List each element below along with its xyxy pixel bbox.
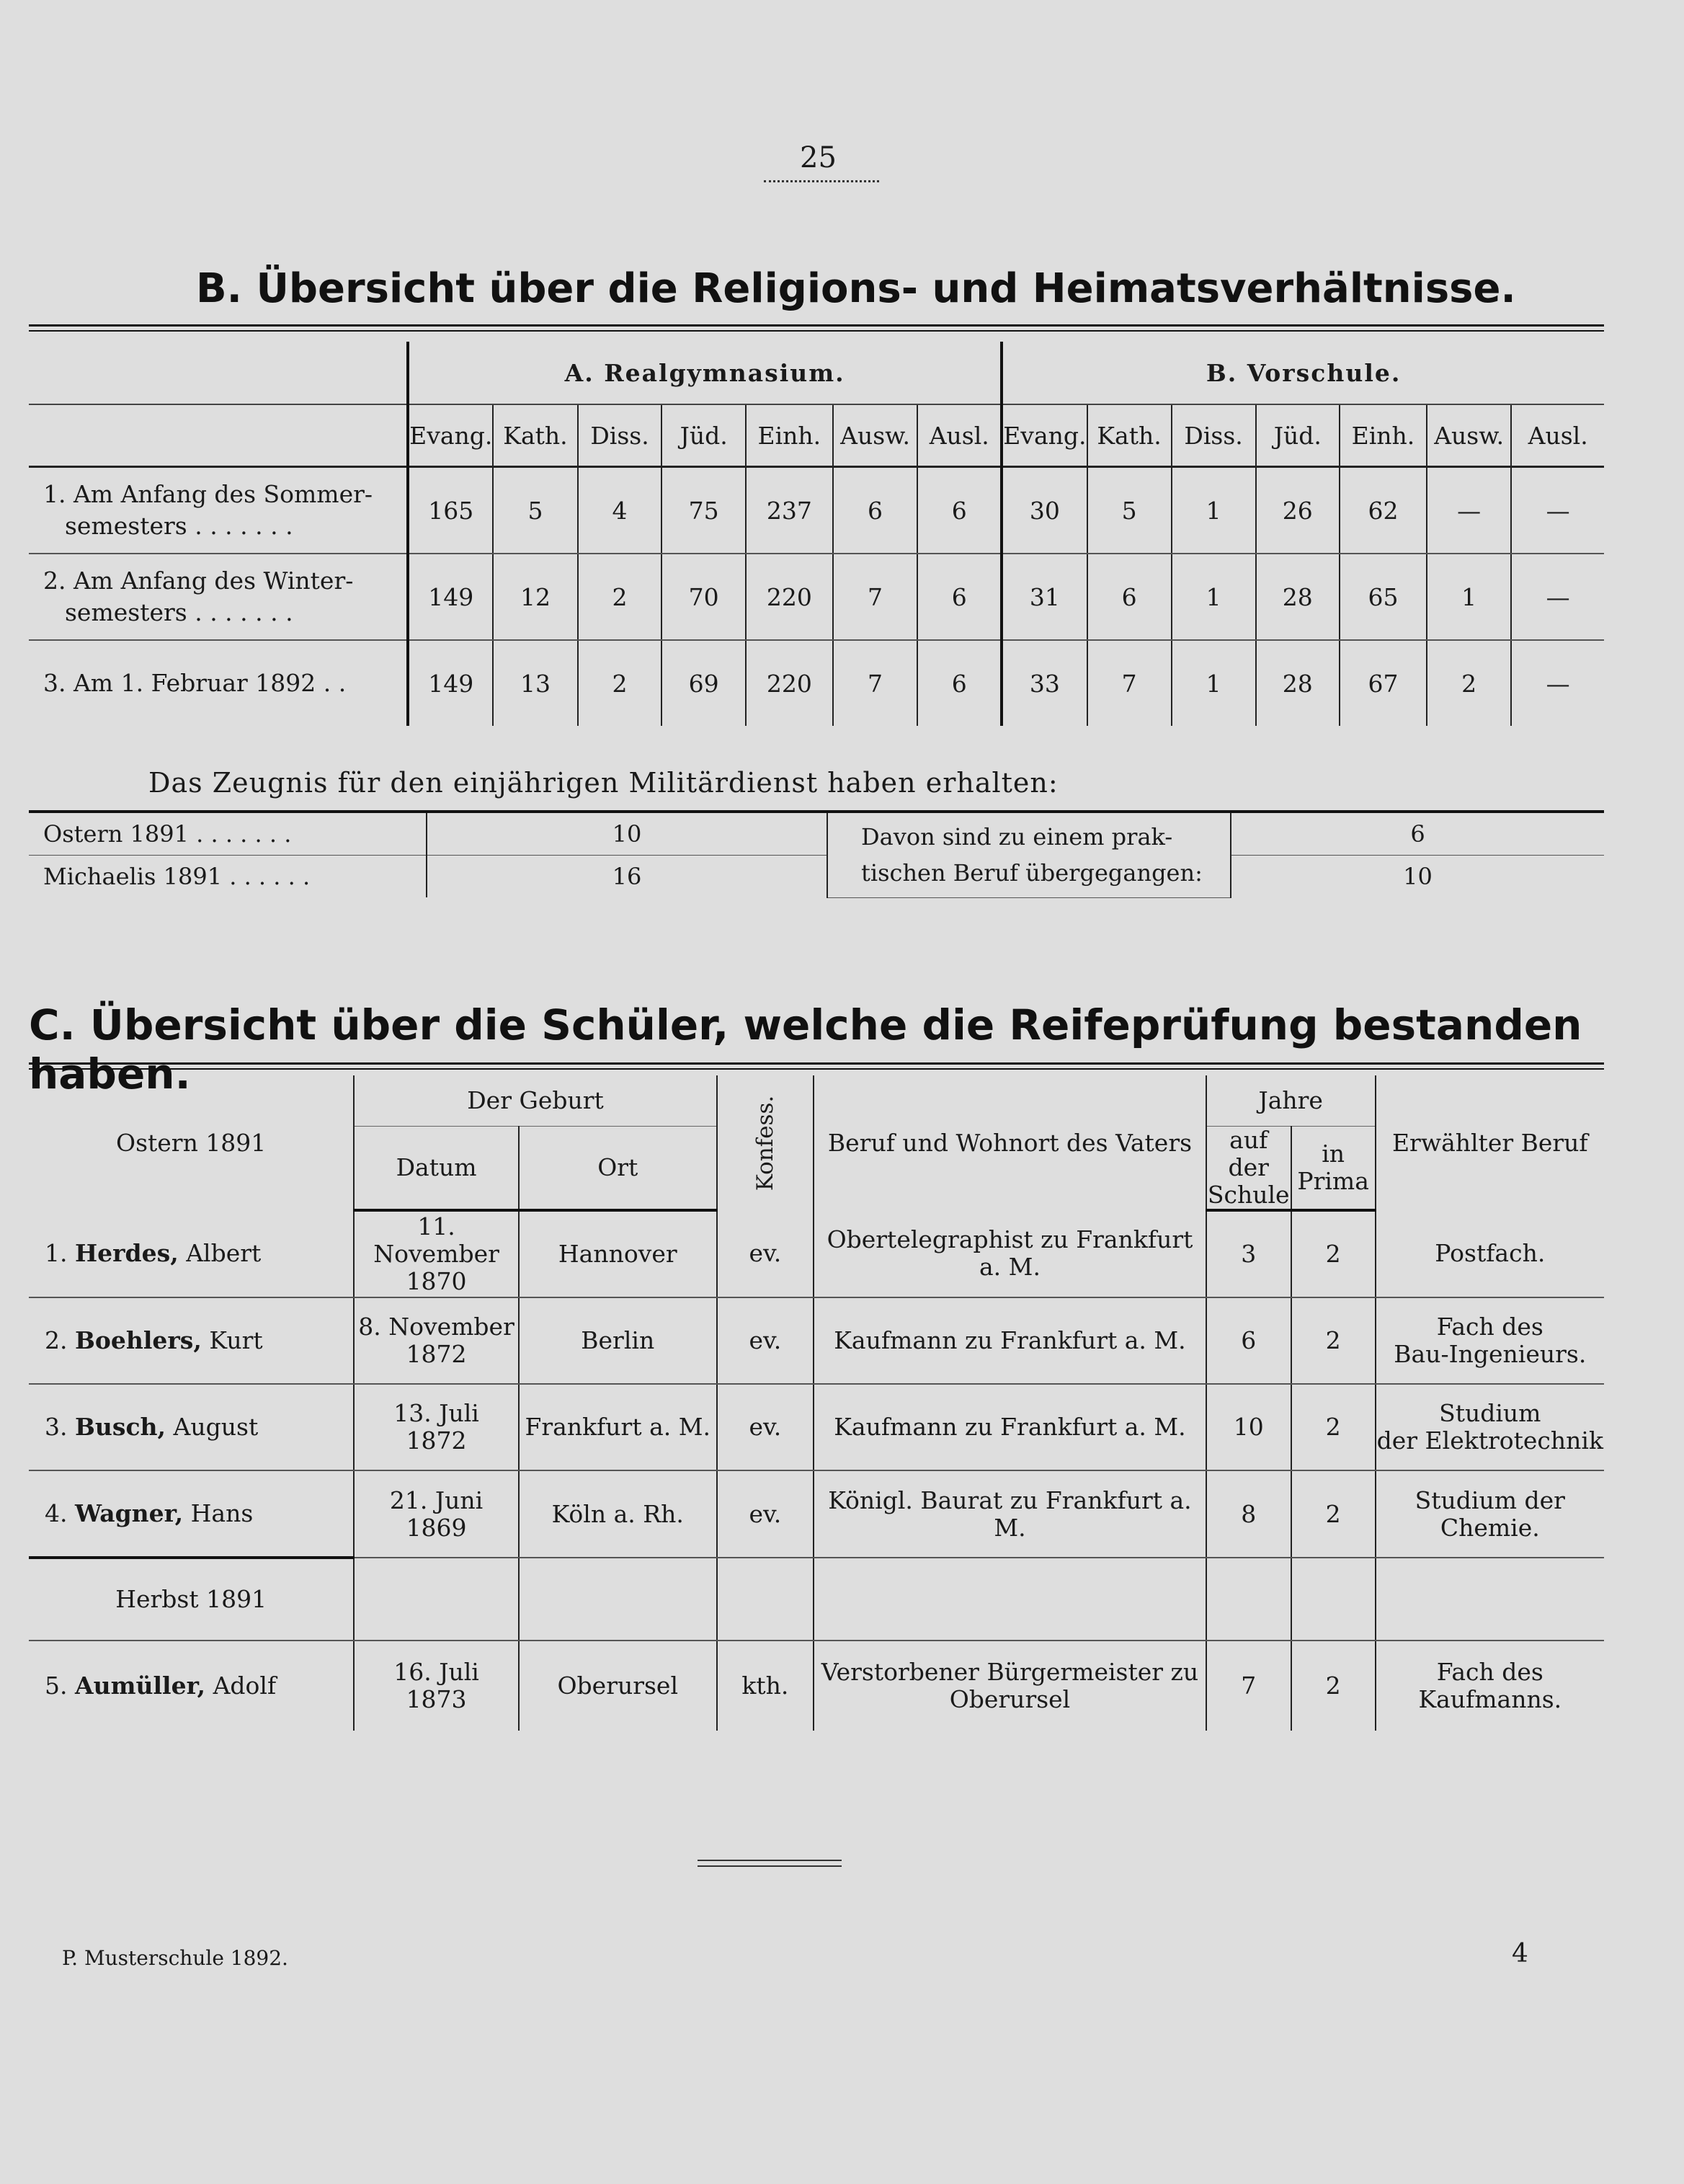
cell: 2 bbox=[578, 554, 662, 640]
father-occupation: Verstorbener Bürgermeister zu Oberursel bbox=[814, 1641, 1206, 1731]
section-c-heading: C. Übersicht über die Schüler, welche die Reifeprüfung bestanden haben. bbox=[29, 1000, 1582, 1098]
page-number: 25 bbox=[800, 141, 837, 174]
section-c-top-rule bbox=[29, 1062, 1604, 1070]
header-datum: Datum bbox=[354, 1127, 519, 1211]
student-name: 4. Wagner, Hans bbox=[29, 1470, 354, 1558]
cell: 220 bbox=[746, 554, 833, 640]
father-occupation: Kaufmann zu Frankfurt a. M. bbox=[814, 1384, 1206, 1470]
cell: 6 bbox=[917, 640, 1002, 726]
cert-practical: 6 bbox=[1231, 812, 1604, 856]
religion-table bbox=[29, 342, 1604, 726]
table-row bbox=[29, 640, 1604, 726]
cell: 2 bbox=[578, 640, 662, 726]
header-beruf-vater: Beruf und Wohnort des Vaters bbox=[814, 1075, 1206, 1210]
cell: 149 bbox=[408, 554, 493, 640]
cell: 33 bbox=[1002, 640, 1087, 726]
years-school: 7 bbox=[1206, 1641, 1291, 1731]
col-header: Jüd. bbox=[661, 404, 745, 467]
cell: 28 bbox=[1256, 640, 1340, 726]
cell: 26 bbox=[1256, 467, 1340, 554]
header-ort: Ort bbox=[519, 1127, 717, 1211]
cell: 62 bbox=[1340, 467, 1427, 554]
years-school: 10 bbox=[1206, 1384, 1291, 1470]
cert-note: Davon sind zu einem prak- tischen Beruf übergegangen: bbox=[827, 812, 1231, 897]
table-row bbox=[29, 1384, 1604, 1470]
cell: 7 bbox=[833, 554, 917, 640]
cell: 1 bbox=[1172, 467, 1256, 554]
birth-date: 8. November 1872 bbox=[354, 1297, 519, 1384]
birth-date: 11. November 1870 bbox=[354, 1210, 519, 1297]
birth-date: 13. Juli 1872 bbox=[354, 1384, 519, 1470]
cell: 220 bbox=[746, 640, 833, 726]
cell: 1 bbox=[1172, 640, 1256, 726]
cell: — bbox=[1511, 467, 1604, 554]
cell: 237 bbox=[746, 467, 833, 554]
col-header: Diss. bbox=[1172, 404, 1256, 467]
certificate-table bbox=[29, 810, 1604, 898]
col-header: Einh. bbox=[1340, 404, 1427, 467]
chosen-career: Postfach. bbox=[1376, 1210, 1604, 1297]
cell: 2 bbox=[1427, 640, 1511, 726]
years-school: 8 bbox=[1206, 1470, 1291, 1558]
season-label: Herbst 1891 bbox=[29, 1558, 354, 1641]
confession: ev. bbox=[717, 1470, 814, 1558]
group-realgymnasium: A. Realgymnasium. bbox=[408, 342, 1002, 404]
group-vorschule: B. Vorschule. bbox=[1002, 342, 1604, 404]
col-header: Ausl. bbox=[917, 404, 1002, 467]
cell: 30 bbox=[1002, 467, 1087, 554]
cell: 31 bbox=[1002, 554, 1087, 640]
cell: 28 bbox=[1256, 554, 1340, 640]
confession: ev. bbox=[717, 1384, 814, 1470]
graduates-table bbox=[29, 1075, 1604, 1731]
birth-place: Hannover bbox=[519, 1210, 717, 1297]
cell: 69 bbox=[661, 640, 745, 726]
col-header: Einh. bbox=[746, 404, 833, 467]
cell: 165 bbox=[408, 467, 493, 554]
cert-count: 10 bbox=[427, 812, 827, 856]
student-name: 5. Aumüller, Adolf bbox=[45, 1672, 277, 1700]
cert-count: 16 bbox=[427, 856, 827, 898]
cell: 5 bbox=[1087, 467, 1172, 554]
col-header: Kath. bbox=[1087, 404, 1172, 467]
table-row bbox=[29, 554, 1604, 640]
col-header: Jüd. bbox=[1256, 404, 1340, 467]
confession: kth. bbox=[717, 1641, 814, 1731]
footer-imprint: P. Musterschule 1892. bbox=[62, 1946, 288, 1970]
col-header: Ausw. bbox=[1427, 404, 1511, 467]
cell: 5 bbox=[493, 467, 577, 554]
chosen-career: Fach des Kaufmanns. bbox=[1376, 1641, 1604, 1731]
header-schule: auf der Schule bbox=[1206, 1127, 1291, 1211]
chosen-career: Fach des Bau-Ingenieurs. bbox=[1376, 1297, 1604, 1384]
cell: 12 bbox=[493, 554, 577, 640]
col-header: Evang. bbox=[408, 404, 493, 467]
table-row bbox=[29, 467, 1604, 554]
cell: 7 bbox=[1087, 640, 1172, 726]
years-prima: 2 bbox=[1291, 1210, 1376, 1297]
years-prima: 2 bbox=[1291, 1384, 1376, 1470]
confession: ev. bbox=[717, 1210, 814, 1297]
row-label: 2. Am Anfang des Winter- semesters . . . . . . . bbox=[29, 554, 408, 640]
cell: — bbox=[1511, 640, 1604, 726]
father-occupation: Kaufmann zu Frankfurt a. M. bbox=[814, 1297, 1206, 1384]
signature-mark: 4 bbox=[1512, 1939, 1528, 1968]
cell: 6 bbox=[1087, 554, 1172, 640]
cell: — bbox=[1511, 554, 1604, 640]
student-name: 2. Boehlers, Kurt bbox=[29, 1297, 354, 1384]
cell: 7 bbox=[833, 640, 917, 726]
table-row bbox=[29, 1297, 1604, 1384]
footer-rule bbox=[698, 1860, 842, 1867]
cell: 149 bbox=[408, 640, 493, 726]
father-occupation: Obertelegraphist zu Frankfurt a. M. bbox=[814, 1210, 1206, 1297]
student-name: 3. Busch, August bbox=[29, 1384, 354, 1470]
chosen-career: Studium der Elektrotechnik bbox=[1376, 1384, 1604, 1470]
header-jahre: Jahre bbox=[1206, 1075, 1376, 1127]
table-row bbox=[29, 1470, 1604, 1558]
father-occupation: Königl. Baurat zu Frankfurt a. M. bbox=[814, 1470, 1206, 1558]
row-label: 3. Am 1. Februar 1892 . . bbox=[43, 669, 347, 697]
chosen-career: Studium der Chemie. bbox=[1376, 1470, 1604, 1558]
header-prima: in Prima bbox=[1291, 1127, 1376, 1211]
birth-date: 16. Juli 1873 bbox=[354, 1641, 519, 1731]
cell: — bbox=[1427, 467, 1511, 554]
col-header: Ausw. bbox=[833, 404, 917, 467]
birth-place: Berlin bbox=[519, 1297, 717, 1384]
cell: 65 bbox=[1340, 554, 1427, 640]
cell: 6 bbox=[917, 554, 1002, 640]
col-header: Ausl. bbox=[1511, 404, 1604, 467]
cert-label: Ostern 1891 . . . . . . . bbox=[29, 812, 427, 856]
header-erwaehlter-beruf: Erwählter Beruf bbox=[1376, 1075, 1604, 1210]
col-header: Evang. bbox=[1002, 404, 1087, 467]
header-geburt: Der Geburt bbox=[354, 1075, 716, 1127]
cell: 70 bbox=[661, 554, 745, 640]
certificate-title: Das Zeugnis für den einjährigen Militärdienst haben erhalten: bbox=[148, 767, 1059, 799]
col-header: Diss. bbox=[578, 404, 662, 467]
birth-place: Oberursel bbox=[519, 1641, 717, 1731]
header-ostern: Ostern 1891 bbox=[116, 1128, 267, 1157]
birth-place: Frankfurt a. M. bbox=[519, 1384, 717, 1470]
section-b-top-rule bbox=[29, 324, 1604, 332]
cell: 13 bbox=[493, 640, 577, 726]
cell: 4 bbox=[578, 467, 662, 554]
birth-place: Köln a. Rh. bbox=[519, 1470, 717, 1558]
birth-date: 21. Juni 1869 bbox=[354, 1470, 519, 1558]
years-prima: 2 bbox=[1291, 1641, 1376, 1731]
years-school: 6 bbox=[1206, 1297, 1291, 1384]
page-number-ornament bbox=[764, 180, 879, 182]
years-school: 3 bbox=[1206, 1210, 1291, 1297]
col-header: Kath. bbox=[493, 404, 577, 467]
table-row bbox=[29, 1558, 1604, 1641]
header-konfess: Konfess. bbox=[717, 1075, 814, 1210]
cert-practical: 10 bbox=[1231, 856, 1604, 898]
cert-label: Michaelis 1891 . . . . . . bbox=[43, 863, 311, 890]
section-b-heading: B. Übersicht über die Religions- und Heimatsverhältnisse. bbox=[196, 265, 1516, 312]
cell: 6 bbox=[833, 467, 917, 554]
cell: 75 bbox=[661, 467, 745, 554]
cell: 67 bbox=[1340, 640, 1427, 726]
years-prima: 2 bbox=[1291, 1470, 1376, 1558]
cell: 1 bbox=[1172, 554, 1256, 640]
confession: ev. bbox=[717, 1297, 814, 1384]
table-row bbox=[29, 1641, 1604, 1731]
cell: 1 bbox=[1427, 554, 1511, 640]
years-prima: 2 bbox=[1291, 1297, 1376, 1384]
table-row bbox=[29, 1210, 1604, 1297]
cell: 6 bbox=[917, 467, 1002, 554]
student-name: 1. Herdes, Albert bbox=[29, 1210, 354, 1297]
row-label: 1. Am Anfang des Sommer- semesters . . . . . . . bbox=[29, 467, 408, 554]
